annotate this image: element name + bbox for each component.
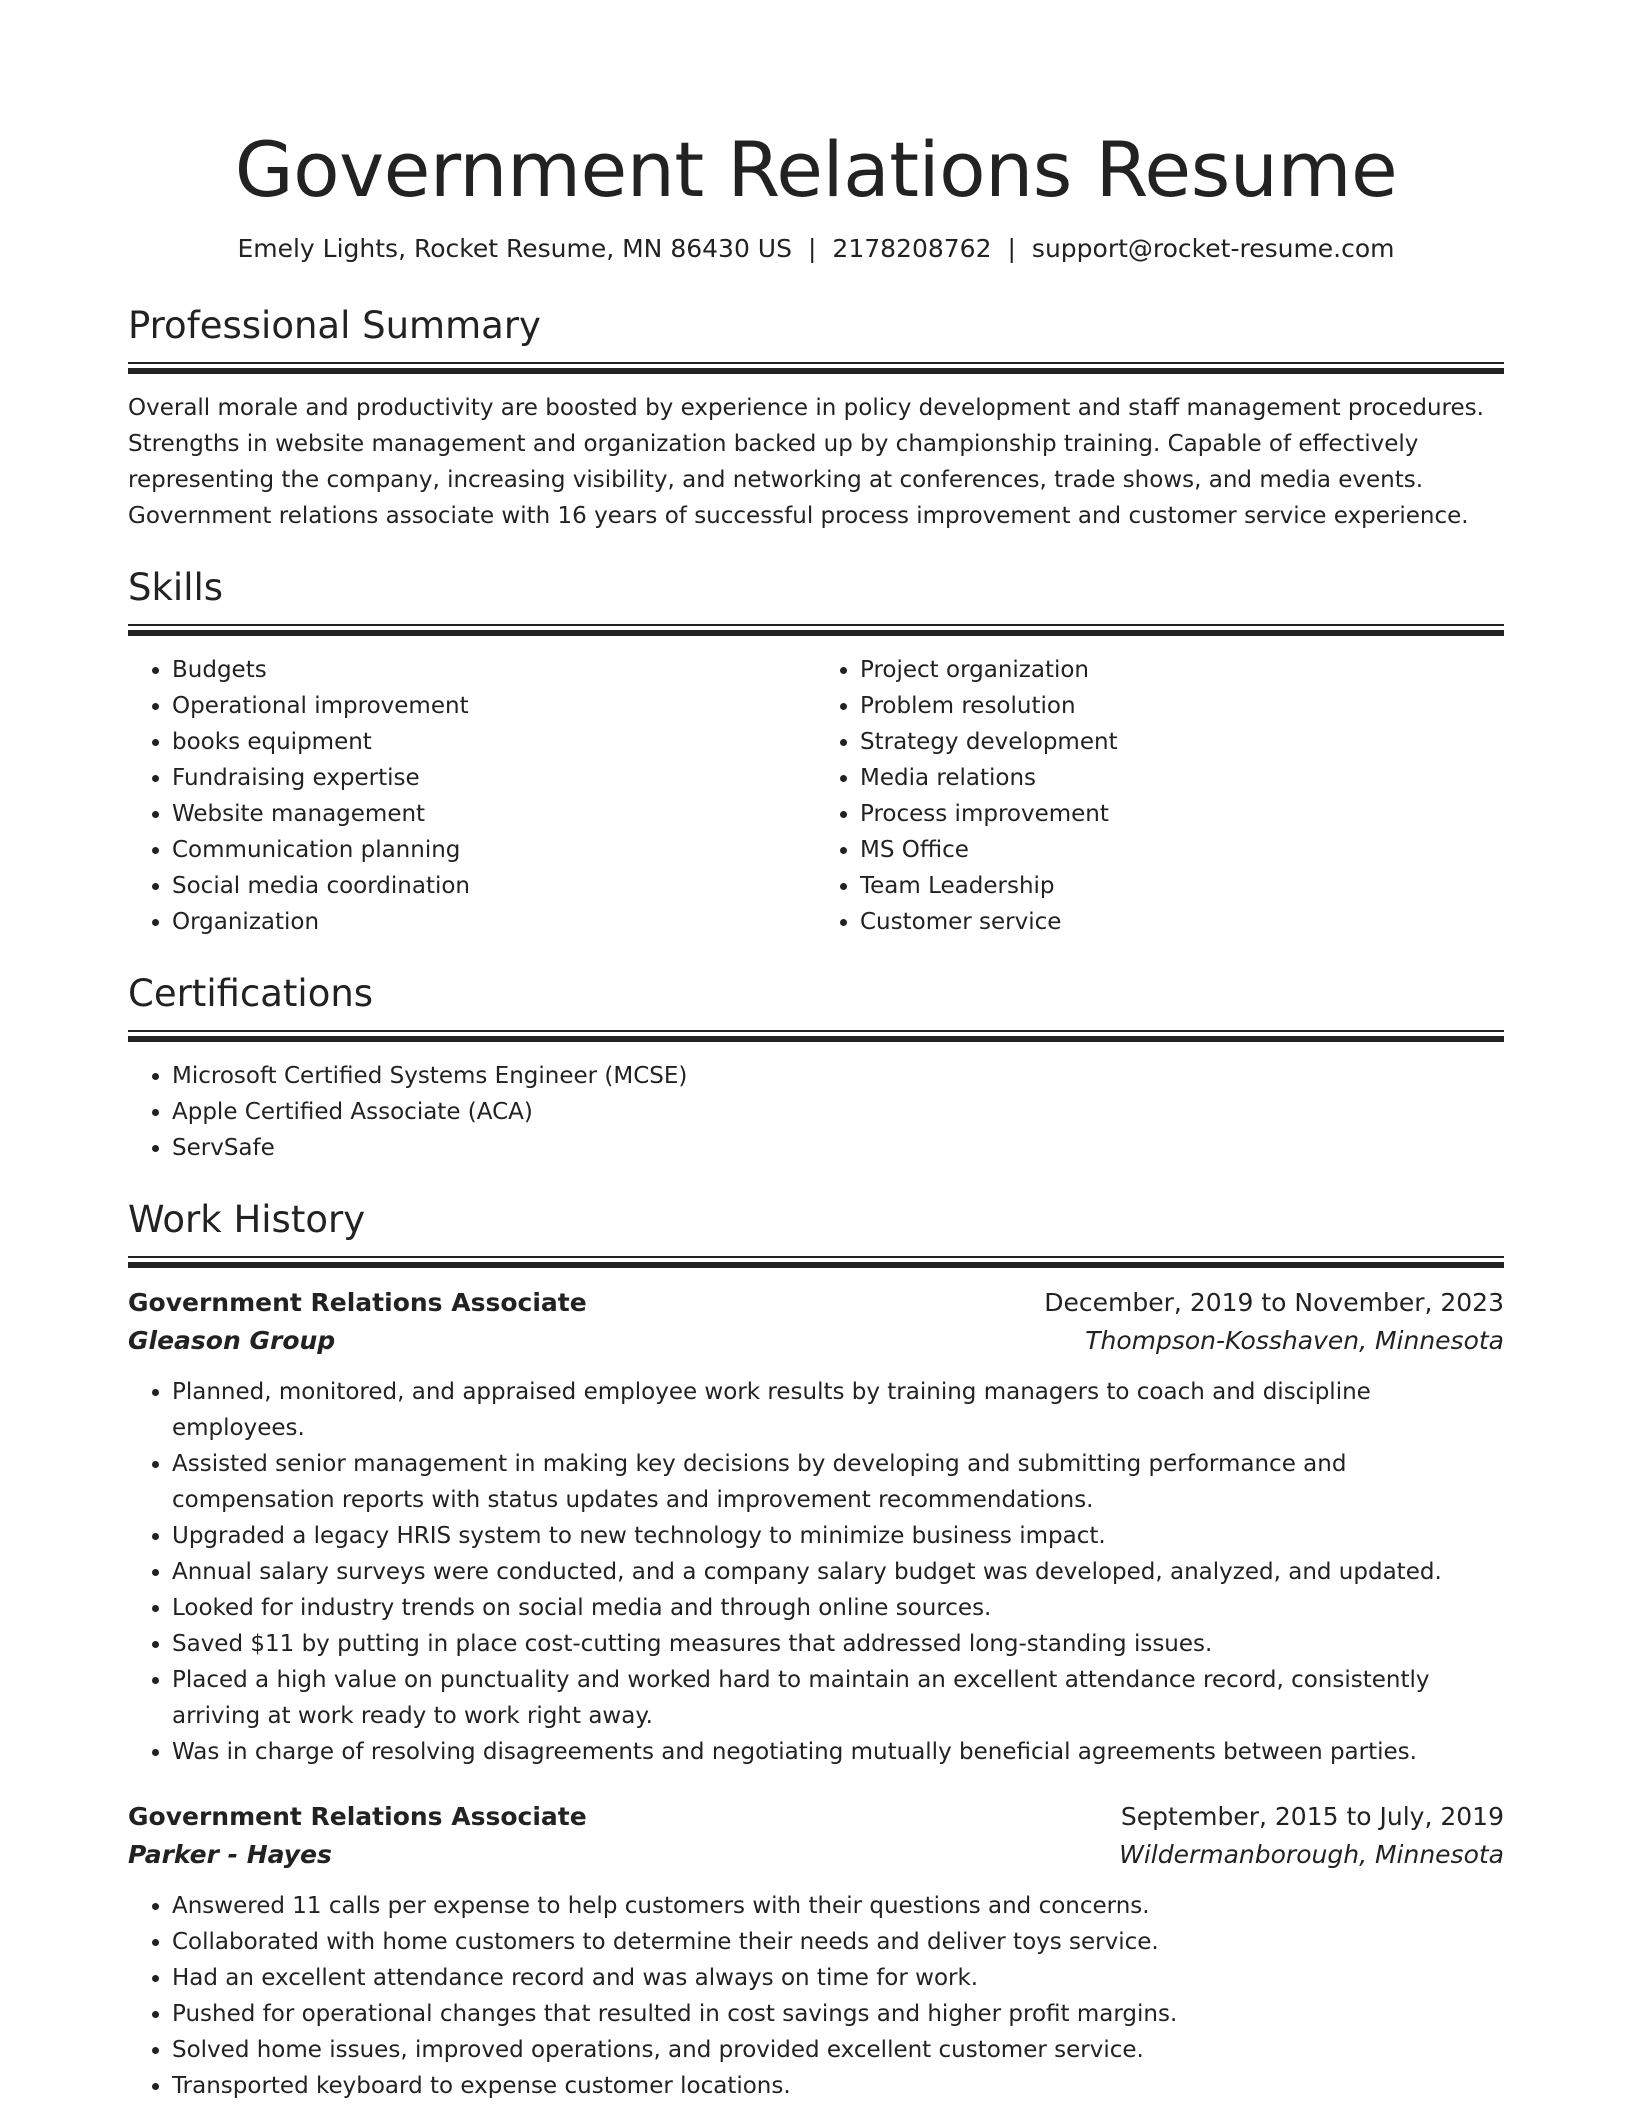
summary-section: [128, 302, 1504, 534]
skill-item: • Problem resolution: [860, 688, 1504, 724]
job-bullet: • Collaborated with home customers to determine their needs and deliver toys service.: [172, 1924, 1504, 1960]
contact-phone: 2178208762: [832, 234, 992, 263]
resume-title: Government Relations Resume: [234, 125, 1398, 214]
job-dates: December, 2019 to November, 2023: [1044, 1288, 1504, 1317]
job-bullet: • Solved home issues, improved operations, and provided excellent customer service.: [172, 2032, 1504, 2068]
skill-item: • Organization: [172, 904, 816, 940]
skill-item: • Social media coordination: [172, 868, 816, 904]
job-header: [128, 1798, 1504, 1836]
contact-separator: |: [1007, 234, 1016, 263]
job-header: [128, 1284, 1504, 1322]
section-divider: [128, 624, 1504, 636]
contact-email: support@rocket-resume.com: [1031, 234, 1395, 263]
job-entry: [128, 1284, 1504, 1770]
skill-item: • Budgets: [172, 652, 816, 688]
skill-item: • books equipment: [172, 724, 816, 760]
certifications-list: [128, 1058, 1504, 1166]
job-bullet: • Was in charge of resolving disagreements and negotiating mutually beneficial agreements between parties.: [172, 1734, 1504, 1770]
job-subheader: [128, 1836, 1504, 1874]
contact-line: [128, 232, 1504, 266]
job-location: Thompson-Kosshaven, Minnesota: [1085, 1326, 1504, 1355]
skill-item: • MS Office: [860, 832, 1504, 868]
skills-heading: Skills: [128, 566, 224, 609]
job-company: Gleason Group: [128, 1326, 336, 1355]
skill-item: • Communication planning: [172, 832, 816, 868]
contact-separator: |: [807, 234, 817, 263]
job-subheader: [128, 1322, 1504, 1360]
job-bullet: • Had an excellent attendance record and was always on time for work.: [172, 1960, 1504, 1996]
skill-item: • Project organization: [860, 652, 1504, 688]
job-bullet: • Answered 11 calls per expense to help customers with their questions and concerns.: [172, 1888, 1504, 1924]
job-bullet: • Annual salary surveys were conducted, and a company salary budget was developed, analyzed, and updated.: [172, 1554, 1504, 1590]
skills-column-right: [816, 652, 1504, 940]
skill-item: • Strategy development: [860, 724, 1504, 760]
job-bullets: [128, 1374, 1504, 1770]
job-title: Government Relations Associate: [128, 1288, 587, 1317]
certifications-section: [128, 970, 1504, 1166]
job-bullet: • Placed a high value on punctuality and worked hard to maintain an excellent attendance record, consistently arriving at work ready to work right away.: [172, 1662, 1504, 1734]
section-divider: [128, 1030, 1504, 1042]
job-company: Parker - Hayes: [128, 1840, 332, 1869]
skills-column-left: [128, 652, 816, 940]
skill-item: • Operational improvement: [172, 688, 816, 724]
job-bullet: • Looked for industry trends on social media and through online sources.: [172, 1590, 1504, 1626]
skill-item: • Process improvement: [860, 796, 1504, 832]
job-bullet: • Planned, monitored, and appraised employee work results by training managers to coach and discipline employees.: [172, 1374, 1504, 1446]
certification-item: • Apple Certified Associate (ACA): [172, 1094, 1504, 1130]
job-bullet: • Upgraded a legacy HRIS system to new technology to minimize business impact.: [172, 1518, 1504, 1554]
certifications-heading: Certifications: [128, 972, 374, 1015]
certification-item: • Microsoft Certified Systems Engineer (MCSE): [172, 1058, 1504, 1094]
skill-item: • Team Leadership: [860, 868, 1504, 904]
skills-list-left: [128, 652, 816, 940]
skill-item: • Customer service: [860, 904, 1504, 940]
job-location: Wildermanborough, Minnesota: [1119, 1840, 1504, 1869]
job-bullet: • Transported keyboard to expense customer locations.: [172, 2068, 1504, 2104]
job-bullets: [128, 1888, 1504, 2104]
work-history-section: [128, 1196, 1504, 2104]
job-dates: September, 2015 to July, 2019: [1120, 1802, 1504, 1831]
certification-item: • ServSafe: [172, 1130, 1504, 1166]
section-divider: [128, 1256, 1504, 1268]
skills-columns: [128, 652, 1504, 940]
skills-list-right: [816, 652, 1504, 940]
skill-item: • Fundraising expertise: [172, 760, 816, 796]
skill-item: • Media relations: [860, 760, 1504, 796]
section-divider: [128, 362, 1504, 374]
job-entry: [128, 1798, 1504, 2104]
job-bullet: • Saved $11 by putting in place cost-cutting measures that addressed long-standing issues.: [172, 1626, 1504, 1662]
contact-address: Emely Lights, Rocket Resume, MN 86430 US: [237, 234, 792, 263]
job-title: Government Relations Associate: [128, 1802, 587, 1831]
skills-section: [128, 564, 1504, 940]
work-history-heading: Work History: [128, 1198, 366, 1241]
job-bullet: • Pushed for operational changes that resulted in cost savings and higher profit margins.: [172, 1996, 1504, 2032]
summary-text: Overall morale and productivity are boosted by experience in policy development and staff management procedures. Strengths in website management and organization backed up by championship training. Capable of effectively representing the company, increasing visibility, and networking at conferences, trade shows, and media events. Government relations associate with 16 years of successful process improvement and customer service experience.: [128, 395, 1484, 529]
summary-heading: Professional Summary: [128, 304, 541, 347]
job-bullet: • Assisted senior management in making key decisions by developing and submitting performance and compensation reports with status updates and improvement recommendations.: [172, 1446, 1504, 1518]
skill-item: • Website management: [172, 796, 816, 832]
